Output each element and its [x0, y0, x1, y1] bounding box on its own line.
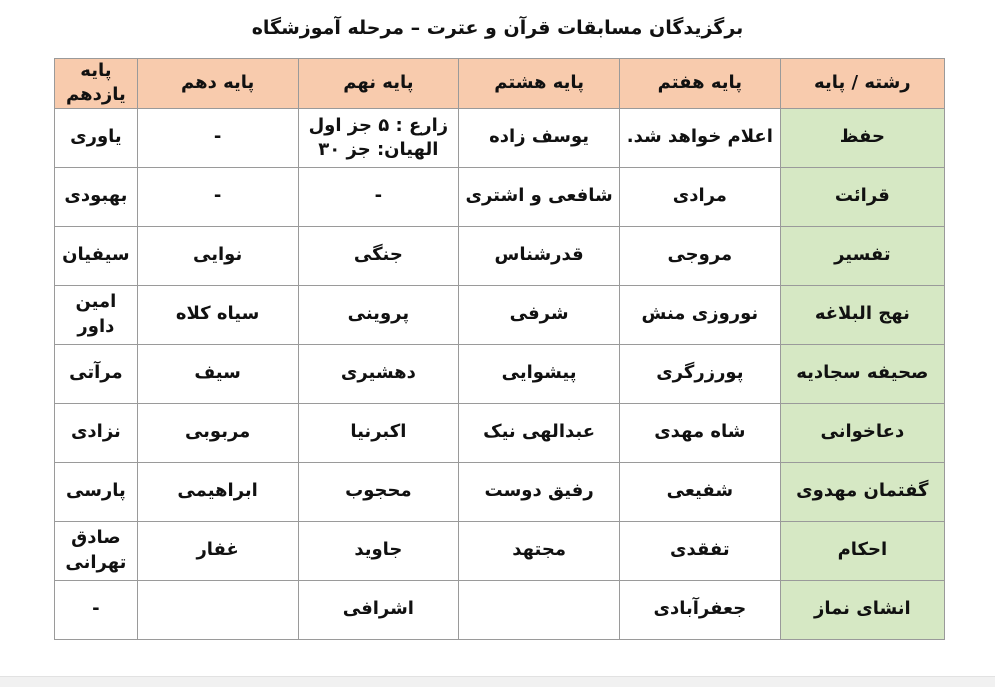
grade-11-cell: نزادی — [55, 403, 138, 462]
grade-8-cell: شرفی — [459, 285, 620, 344]
grade-11-cell: بهبودی — [55, 167, 138, 226]
grade-7-cell: جعفرآبادی — [619, 580, 780, 639]
grade-11-cell: - — [55, 580, 138, 639]
grade-7-cell: پورزرگری — [619, 344, 780, 403]
grade-9-cell: زارع : ۵ جز اول الهیان: جز ۳۰ — [298, 108, 459, 167]
grade-10-cell: مربوبی — [137, 403, 298, 462]
field-cell: گفتمان مهدوی — [780, 462, 944, 521]
grade-11-cell: سیفیان — [55, 226, 138, 285]
grade-10-cell: نوایی — [137, 226, 298, 285]
grade-7-cell: نوروزی منش — [619, 285, 780, 344]
grade-11-cell: صادق تهرانی — [55, 521, 138, 580]
grade-8-cell: شافعی و اشتری — [459, 167, 620, 226]
grade-10-cell: - — [137, 108, 298, 167]
header-field-grade: رشته / پایه — [780, 59, 944, 109]
grade-8-cell: قدرشناس — [459, 226, 620, 285]
page-title: برگزیدگان مسابقات قرآن و عترت – مرحله آموزشگاه — [251, 17, 744, 39]
table-row — [55, 344, 945, 403]
grade-9-cell: - — [298, 167, 459, 226]
table-row — [55, 226, 945, 285]
grade-10-cell: ابراهیمی — [137, 462, 298, 521]
grade-11-cell: مرآتی — [55, 344, 138, 403]
field-cell: احکام — [780, 521, 944, 580]
grade-8-cell — [459, 580, 620, 639]
grade-10-cell: سیاه کلاه — [137, 285, 298, 344]
field-cell: حفظ — [780, 108, 944, 167]
table-row — [55, 462, 945, 521]
winners-table — [54, 58, 945, 640]
table-row — [55, 285, 945, 344]
header-grade-10: پایه دهم — [137, 59, 298, 109]
grade-8-cell: عبدالهی نیک — [459, 403, 620, 462]
grade-9-cell: اشرافی — [298, 580, 459, 639]
grade-7-cell: تفقدی — [619, 521, 780, 580]
field-cell: تفسیر — [780, 226, 944, 285]
grade-10-cell: غفار — [137, 521, 298, 580]
table-row — [55, 108, 945, 167]
grade-9-cell: جنگی — [298, 226, 459, 285]
grade-8-cell: رفیق دوست — [459, 462, 620, 521]
grade-7-cell: شفیعی — [619, 462, 780, 521]
grade-9-cell: جاوید — [298, 521, 459, 580]
header-grade-9: پایه نهم — [298, 59, 459, 109]
field-cell: صحیفه سجادیه — [780, 344, 944, 403]
grade-9-cell: پروینی — [298, 285, 459, 344]
grade-10-cell — [137, 580, 298, 639]
field-cell: دعاخوانی — [780, 403, 944, 462]
table-row — [55, 521, 945, 580]
grade-11-cell: پارسی — [55, 462, 138, 521]
grade-10-cell: سیف — [137, 344, 298, 403]
field-cell: انشای نماز — [780, 580, 944, 639]
grade-7-cell: اعلام خواهد شد. — [619, 108, 780, 167]
table-row — [55, 167, 945, 226]
grade-11-cell: امین داور — [55, 285, 138, 344]
grade-9-cell: دهشیری — [298, 344, 459, 403]
header-grade-11: پایه یازدهم — [55, 59, 138, 109]
grade-9-cell: اکبرنیا — [298, 403, 459, 462]
grade-8-cell: یوسف زاده — [459, 108, 620, 167]
field-cell: قرائت — [780, 167, 944, 226]
grade-7-cell: شاه مهدی — [619, 403, 780, 462]
grade-7-cell: مروجی — [619, 226, 780, 285]
table-row — [55, 580, 945, 639]
page-bottom-divider — [0, 676, 995, 687]
grade-10-cell: - — [137, 167, 298, 226]
grade-8-cell: مجتهد — [459, 521, 620, 580]
grade-8-cell: پیشوایی — [459, 344, 620, 403]
field-cell: نهج البلاغه — [780, 285, 944, 344]
table-row — [55, 403, 945, 462]
grade-11-cell: یاوری — [55, 108, 138, 167]
table-header-row — [55, 59, 945, 109]
grade-7-cell: مرادی — [619, 167, 780, 226]
header-grade-8: پایه هشتم — [459, 59, 620, 109]
grade-9-cell: محجوب — [298, 462, 459, 521]
header-grade-7: پایه هفتم — [619, 59, 780, 109]
